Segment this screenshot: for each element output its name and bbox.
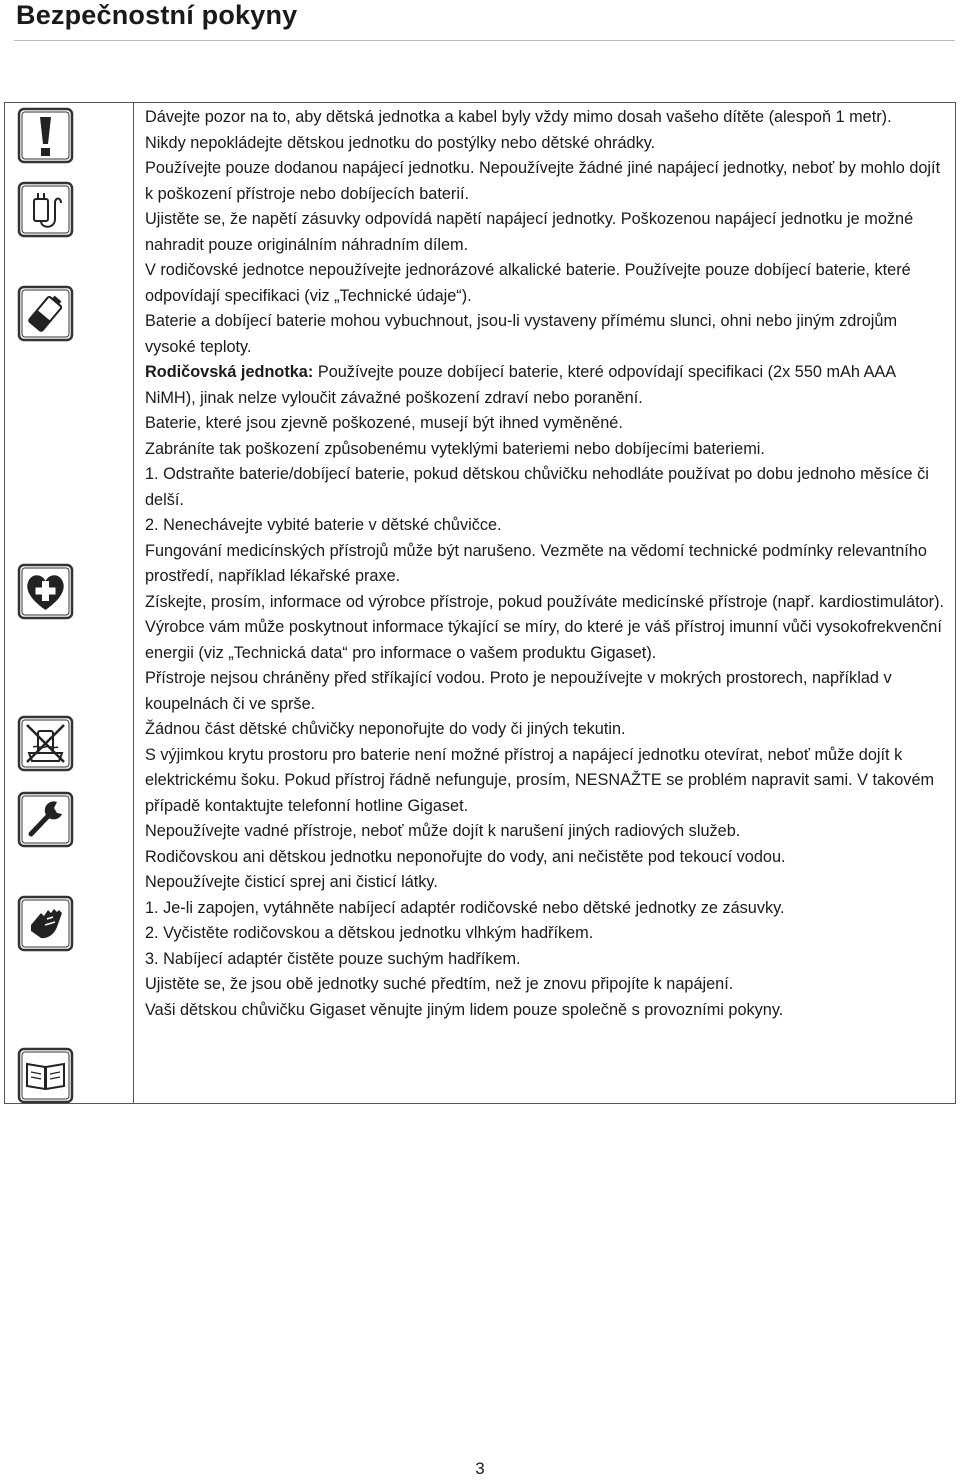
paragraph: Používejte pouze dodanou napájecí jednotku. Nepoužívejte žádné jiné napájecí jednotky, neboť by mohlo dojít k poškození přístroje nebo dobíjecích baterií. xyxy=(145,159,941,203)
paragraph: Baterie, které jsou zjevně poškozené, musejí být ihned vyměněné. xyxy=(145,414,623,432)
paragraph: Získejte, prosím, informace od výrobce přístroje, pokud používáte medicínské přístroje (např. kardiostimulátor). Výrobce vám může poskytnout informace týkající se míry, do které je váš přístroj imunní vůči vysokofrekvenční energii (viz „Technická data“ pro informace o vašem produktu Gigaset). xyxy=(145,592,945,662)
no-water-icon xyxy=(17,715,74,772)
paragraph: 1. Odstraňte baterie/dobíjecí baterie, pokud dětskou chůvičku nehodláte používat po dobu jednoho měsíce či delší. xyxy=(145,465,929,509)
paragraph: Ujistěte se, že jsou obě jednotky suché předtím, než je znovu připojíte k napájení. xyxy=(145,975,734,993)
battery-icon xyxy=(17,285,74,342)
paragraph: Přístroje nejsou chráněny před stříkající vodou. Proto je nepoužívejte v mokrých prostorech, například v koupelnách či ve sprše. xyxy=(145,669,892,713)
paragraph: Nepoužívejte čisticí sprej ani čisticí látky. xyxy=(145,873,438,891)
paragraph: Ujistěte se, že napětí zásuvky odpovídá napětí napájecí jednotky. Poškozenou napájecí jednotku je možné nahradit pouze originálním náhradním dílem. xyxy=(145,210,914,254)
paragraph: 2. Vyčistěte rodičovskou a dětskou jednotku vlhkým hadříkem. xyxy=(145,924,594,942)
paragraph xyxy=(145,360,945,411)
paragraph: Zabráníte tak poškození způsobenému vyteklými bateriemi nebo dobíjecími bateriemi. xyxy=(145,439,765,458)
wrench-icon xyxy=(17,791,74,848)
paragraph: Nikdy nepokládejte dětskou jednotku do postýlky nebo dětské ohrádky. xyxy=(145,133,656,152)
warning-icon xyxy=(17,107,74,164)
safety-table xyxy=(4,102,956,1104)
paragraph: S výjimkou krytu prostoru pro baterie není možné přístroj a napájecí jednotku otevírat, neboť může dojít k elektrickému šoku. Pokud přístroj řádně nefunguje, prosím, NESNAŽTE se problém napravit sami. V takovém případě kontaktujte telefonní hotline Gigaset. xyxy=(145,745,935,815)
paragraph: Žádnou část dětské chůvičky neponořujte do vody či jiných tekutin. xyxy=(145,720,626,738)
hand-icon xyxy=(17,895,74,952)
paragraph: Nepoužívejte vadné přístroje, neboť může dojít k narušení jiných radiových služeb. xyxy=(145,822,741,840)
icon-column xyxy=(5,103,134,1103)
paragraph: 3. Nabíjecí adaptér čistěte pouze suchým hadříkem. xyxy=(145,949,521,968)
paragraph: Baterie a dobíjecí baterie mohou vybuchnout, jsou-li vystaveny přímému slunci, ohni nebo jiným zdrojům vysoké teploty. xyxy=(145,312,898,356)
paragraph: Dávejte pozor na to, aby dětská jednotka a kabel byly vždy mimo dosah vašeho dítěte (alespoň 1 metr). xyxy=(145,108,892,126)
page-number: 3 xyxy=(475,1459,485,1478)
bold-label: Rodičovská jednotka: xyxy=(145,363,314,381)
power-adapter-icon xyxy=(17,181,74,238)
paragraph: Vaši dětskou chůvičku Gigaset věnujte jiným lidem pouze společně s provozními pokyny. xyxy=(145,1000,784,1019)
paragraph: 1. Je-li zapojen, vytáhněte nabíjecí adaptér rodičovské nebo dětské jednotky ze zásuvky. xyxy=(145,898,785,917)
paragraph-text: Používejte pouze dobíjecí baterie, které odpovídají specifikaci (2x 550 mAh AAA NiMH), jinak nelze vyloučit závažné poškození zdraví nebo poranění. xyxy=(145,363,896,407)
safety-text xyxy=(145,105,945,1023)
medical-cross-icon xyxy=(17,563,74,620)
title-divider xyxy=(14,40,955,41)
paragraph: V rodičovské jednotce nepoužívejte jednorázové alkalické baterie. Používejte pouze dobíjecí baterie, které odpovídají specifikaci (viz „Technické údaje“). xyxy=(145,261,911,305)
page-title: Bezpečnostní pokyny xyxy=(16,0,298,30)
paragraph: 2. Nenechávejte vybité baterie v dětské chůvičce. xyxy=(145,516,502,534)
book-icon xyxy=(17,1047,74,1104)
paragraph: Rodičovskou ani dětskou jednotku neponořujte do vody, ani nečistěte pod tekoucí vodou. xyxy=(145,847,786,866)
paragraph: Fungování medicínských přístrojů může být narušeno. Vezměte na vědomí technické podmínky relevantního prostředí, například lékařské praxe. xyxy=(145,541,927,585)
